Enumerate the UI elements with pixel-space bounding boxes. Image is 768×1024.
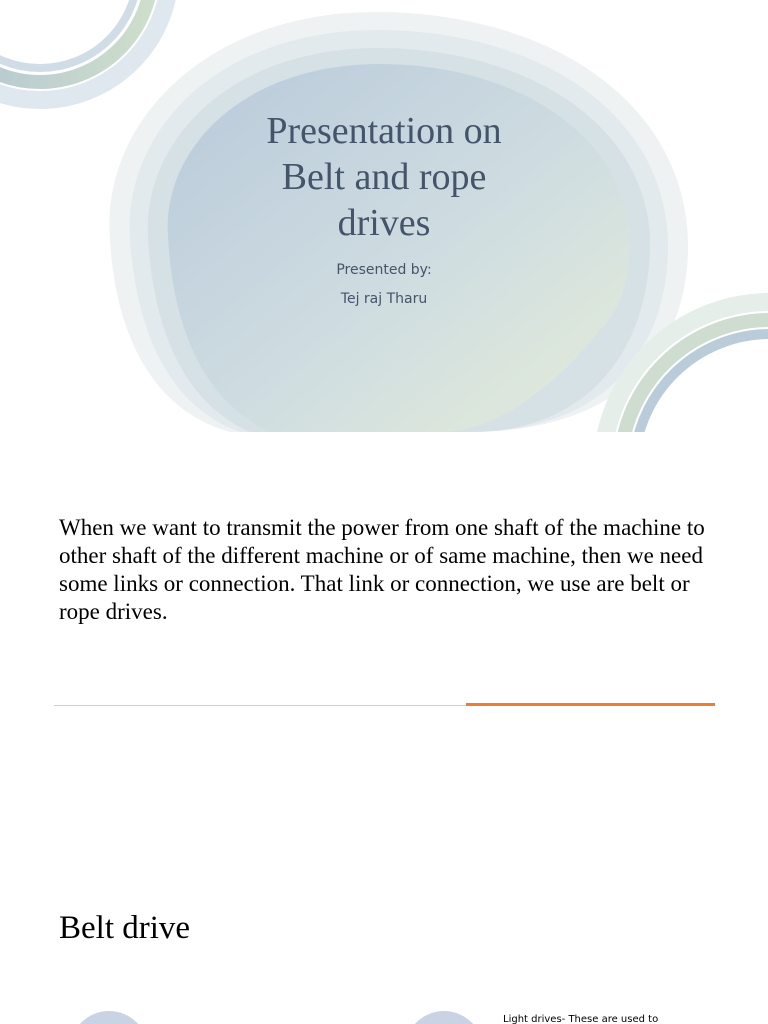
title-line-3: drives xyxy=(337,202,431,244)
subtitle xyxy=(190,256,578,314)
title-line-1: Presentation on xyxy=(266,110,502,152)
title-block xyxy=(190,108,578,314)
slide-title: Belt drive xyxy=(59,910,191,946)
title-line-2: Belt and rope xyxy=(281,156,487,198)
presenter-name: Tej raj Tharu xyxy=(340,291,428,307)
divider-gray xyxy=(54,705,466,706)
presented-by-label: Presented by: xyxy=(336,262,432,278)
title-slide xyxy=(0,0,768,432)
circle-shape-left xyxy=(70,1011,148,1024)
belt-drive-slide xyxy=(0,864,768,1024)
presentation-title xyxy=(190,108,578,246)
circle-shape-right xyxy=(405,1011,483,1024)
divider-orange xyxy=(466,703,715,706)
intro-paragraph: When we want to transmit the power from one shaft of the machine to other shaft of the different machine or of same machine, then we need some links or connection. That link or connection, we use are belt or rope drives. xyxy=(59,515,705,624)
intro-slide xyxy=(0,432,768,864)
light-drives-text: Light drives- These are used to xyxy=(503,1014,659,1024)
